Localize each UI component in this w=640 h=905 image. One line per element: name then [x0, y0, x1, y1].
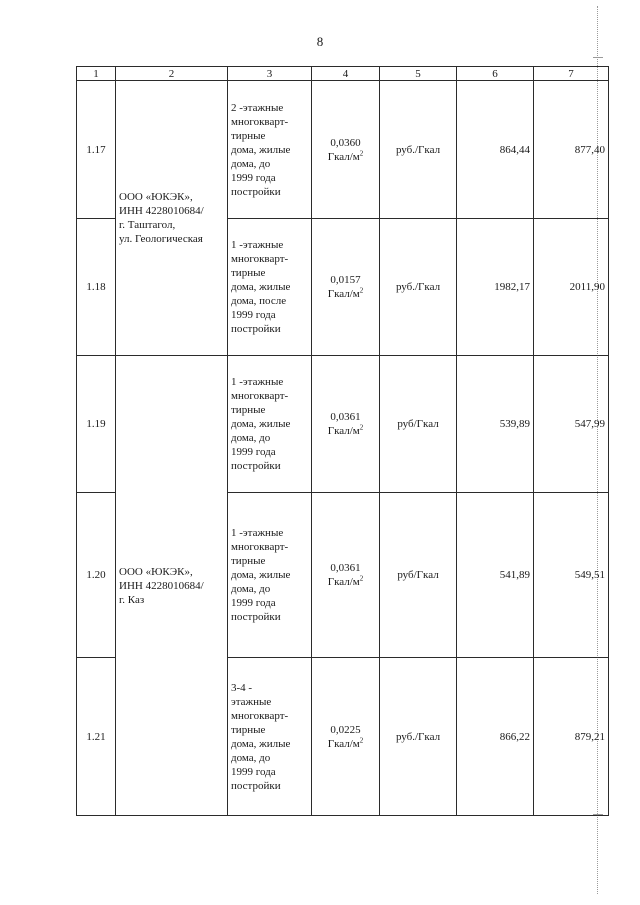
building-type-line: дома, до: [231, 157, 271, 170]
row-number: 1.19: [77, 356, 116, 493]
column-number: 1: [77, 67, 116, 81]
building-type-line: 1999 года: [231, 597, 276, 609]
norm-unit: [315, 287, 376, 301]
value-col7: 2011,90: [534, 219, 609, 356]
norm-value: 0,0225: [330, 723, 361, 736]
norm-cell: [312, 81, 380, 219]
building-type-line: 1 -этажные: [231, 239, 284, 251]
norm-unit-base: Гкал/м: [327, 425, 360, 437]
row-number: 1.18: [77, 219, 116, 356]
norm-unit-exponent: 2: [359, 423, 364, 432]
norm-unit-exponent: 2: [359, 286, 364, 295]
unit-cell: руб/Гкал: [380, 356, 457, 493]
building-type-line: дома, жилые: [231, 418, 291, 430]
building-type-line: 1999 года: [231, 309, 276, 321]
table-row: [77, 81, 609, 219]
building-type-line: дома, до: [231, 583, 271, 595]
value-col7: 877,40: [534, 81, 609, 219]
unit-cell: руб./Гкал: [380, 658, 457, 816]
building-type-line: дома, после: [231, 295, 287, 307]
norm-value: 0,0360: [330, 136, 361, 149]
organization-line: ООО «ЮКЭК»,: [119, 191, 193, 203]
building-type-line: постройки: [231, 779, 281, 792]
norm-cell: [312, 493, 380, 658]
value-col7: 879,21: [534, 658, 609, 816]
building-type-line: 2 -этажные: [231, 101, 284, 114]
building-type-line: дома, жилые: [231, 737, 291, 750]
organization-line: ООО «ЮКЭК»,: [119, 565, 193, 578]
building-type-line: 1 -этажные: [231, 527, 284, 539]
norm-unit-base: Гкал/м: [327, 288, 360, 300]
norm-unit-base: Гкал/м: [327, 576, 360, 588]
norm-value: 0,0361: [330, 411, 361, 423]
value-col6: 1982,17: [457, 219, 534, 356]
norm-unit-base: Гкал/м: [327, 150, 360, 163]
organization-line: ИНН 4228010684/: [119, 579, 204, 592]
column-number-row: [77, 67, 609, 81]
column-number: 2: [116, 67, 228, 81]
building-type-line: 1999 года: [231, 171, 276, 184]
building-type-cell: [228, 356, 312, 493]
building-type-line: постройки: [231, 323, 281, 335]
organization-cell: [116, 81, 228, 356]
norm-unit: [315, 575, 376, 589]
unit-cell: руб./Гкал: [380, 219, 457, 356]
value-col7: 549,51: [534, 493, 609, 658]
value-col6: 864,44: [457, 81, 534, 219]
norm-unit-base: Гкал/м: [327, 737, 360, 750]
row-number: 1.21: [77, 658, 116, 816]
unit-cell: руб/Гкал: [380, 493, 457, 658]
building-type-line: многокварт-: [231, 115, 289, 128]
norm-cell: [312, 219, 380, 356]
building-type-cell: [228, 658, 312, 816]
unit-cell: руб./Гкал: [380, 81, 457, 219]
building-type-line: постройки: [231, 185, 281, 198]
building-type-line: дома, до: [231, 432, 271, 444]
building-type-line: тирные: [231, 555, 266, 567]
building-type-line: 1999 года: [231, 765, 276, 778]
organization-line: ИНН 4228010684/: [119, 205, 204, 217]
page-edge-tick: [593, 57, 603, 58]
building-type-line: 1 -этажные: [231, 376, 284, 388]
organization-cell: [116, 356, 228, 816]
building-type-line: многокварт-: [231, 541, 289, 553]
building-type-line: 1999 года: [231, 446, 276, 458]
norm-value: 0,0361: [330, 562, 361, 574]
norm-unit: [315, 150, 376, 164]
building-type-line: постройки: [231, 611, 281, 623]
norm-unit-exponent: 2: [359, 148, 364, 157]
norm-cell: [312, 356, 380, 493]
building-type-line: тирные: [231, 129, 266, 142]
building-type-line: постройки: [231, 460, 281, 472]
building-type-line: многокварт-: [231, 709, 289, 722]
organization-line: г. Каз: [119, 593, 145, 606]
column-number: 7: [534, 67, 609, 81]
norm-unit: [315, 424, 376, 438]
building-type-line: многокварт-: [231, 253, 289, 265]
tariff-table: [76, 66, 609, 816]
building-type-line: дома, жилые: [231, 569, 291, 581]
building-type-line: дома, жилые: [231, 281, 291, 293]
organization-line: г. Таштагол,: [119, 219, 176, 231]
value-col7: 547,99: [534, 356, 609, 493]
norm-cell: [312, 658, 380, 816]
norm-value: 0,0157: [330, 274, 361, 286]
norm-unit-exponent: 2: [359, 735, 364, 744]
building-type-cell: [228, 219, 312, 356]
building-type-line: многокварт-: [231, 390, 289, 402]
value-col6: 539,89: [457, 356, 534, 493]
value-col6: 866,22: [457, 658, 534, 816]
table-row: [77, 356, 609, 493]
row-number: 1.20: [77, 493, 116, 658]
building-type-line: дома, до: [231, 751, 271, 764]
row-number: 1.17: [77, 81, 116, 219]
building-type-cell: [228, 81, 312, 219]
building-type-line: тирные: [231, 404, 266, 416]
building-type-line: этажные: [231, 695, 272, 708]
page-number: 8: [316, 34, 324, 49]
building-type-cell: [228, 493, 312, 658]
norm-unit: [315, 737, 376, 751]
norm-unit-exponent: 2: [359, 574, 364, 583]
column-number: 4: [312, 67, 380, 81]
building-type-line: дома, жилые: [231, 143, 291, 156]
building-type-line: тирные: [231, 723, 266, 736]
column-number: 3: [228, 67, 312, 81]
organization-line: ул. Геологическая: [119, 233, 203, 245]
column-number: 5: [380, 67, 457, 81]
value-col6: 541,89: [457, 493, 534, 658]
building-type-line: 3-4 -: [231, 681, 253, 694]
building-type-line: тирные: [231, 267, 266, 279]
column-number: 6: [457, 67, 534, 81]
